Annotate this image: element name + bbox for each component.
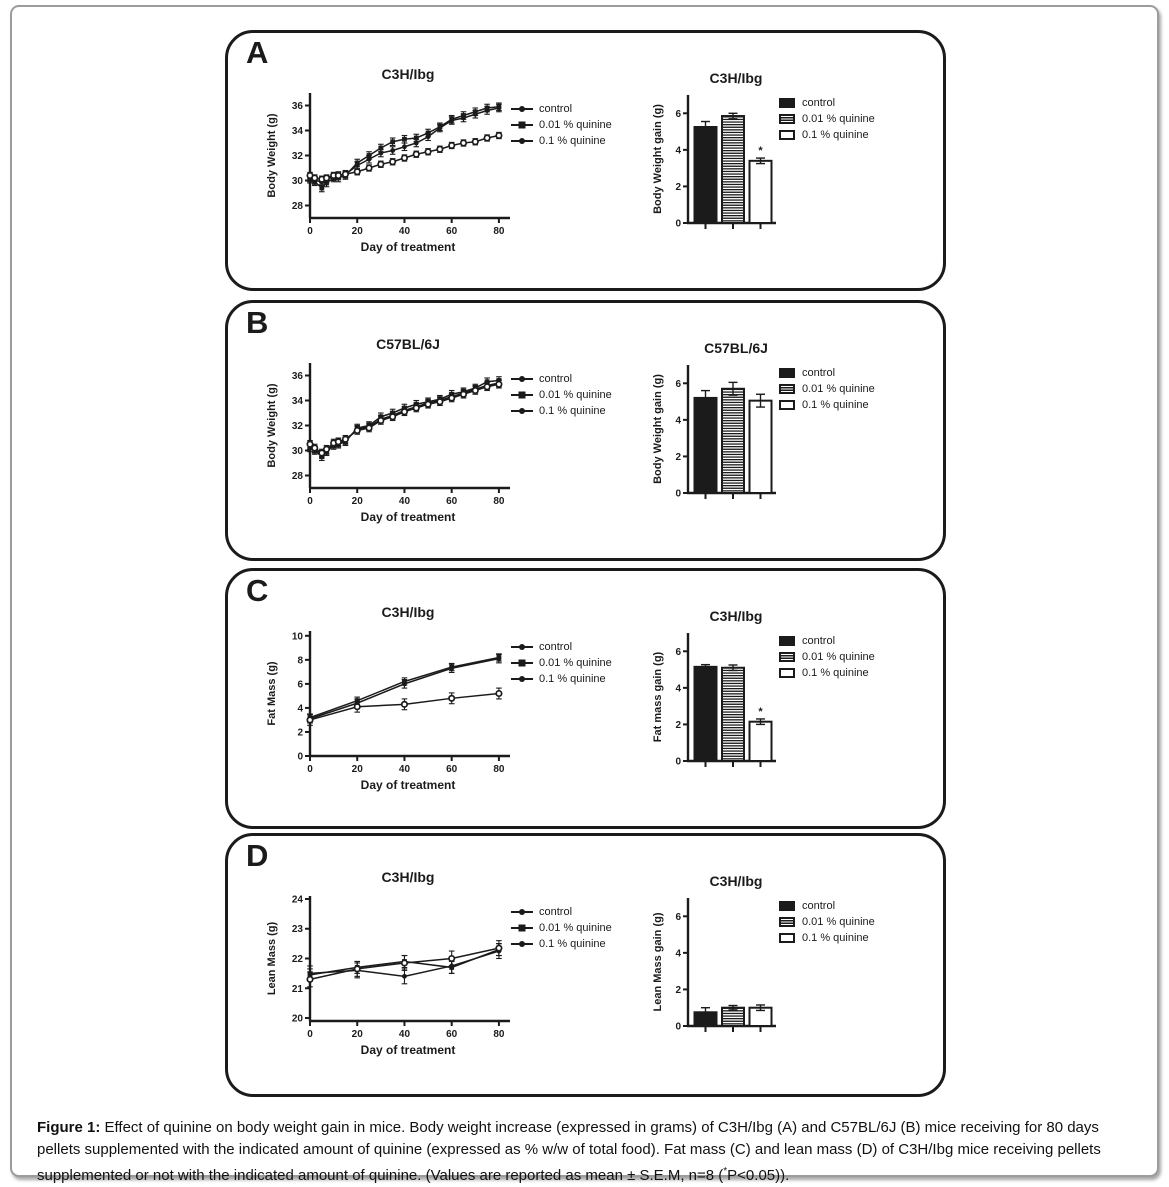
legend-swatch-open-icon xyxy=(779,668,795,678)
legend-label: 0.01 % quinine xyxy=(802,113,875,125)
bar-chart-title: C57BL/6J xyxy=(704,340,768,356)
line-chart-legend xyxy=(511,371,612,419)
svg-text:0: 0 xyxy=(307,1029,313,1040)
svg-text:21: 21 xyxy=(291,983,303,995)
svg-text:Day of treatment: Day of treatment xyxy=(360,240,456,254)
legend-marker-square-icon xyxy=(511,923,533,933)
bar-chart-title: C3H/Ibg xyxy=(709,608,763,624)
legend-item-001-quinine xyxy=(511,655,612,671)
legend-item-control xyxy=(779,95,875,111)
body-weight-gain-bar-chart xyxy=(648,85,780,235)
legend-label: 0.1 % quinine xyxy=(802,932,869,944)
line-chart-legend xyxy=(511,904,612,952)
caption-body: Effect of quinine on body weight gain in mice. Body weight increase (expressed in grams) of C3H/Ibg (A) and C57BL/6J (B) mice receiving for 80 days pellets supplemented with the indicated amount of quinine (expressed as % w/w of total food). Fat mass (C) and lean mass (D) of C3H/Ibg mice receiving pellets supplemented or not with the indicated amount of quinine. (Values are reported as mean ± S.E.M, n=8 ( xyxy=(37,1119,1101,1184)
svg-text:Day of treatment: Day of treatment xyxy=(360,778,456,792)
svg-text:2: 2 xyxy=(675,984,681,996)
legend-swatch-solid-icon xyxy=(779,98,795,108)
panel-D xyxy=(225,833,946,1097)
legend-marker-square-icon xyxy=(511,390,533,400)
svg-text:6: 6 xyxy=(675,646,681,658)
legend-marker-circle-icon xyxy=(511,136,533,146)
svg-text:4: 4 xyxy=(675,415,681,427)
svg-text:32: 32 xyxy=(291,151,303,162)
svg-text:4: 4 xyxy=(675,145,681,157)
legend-swatch-open-icon xyxy=(779,933,795,943)
svg-text:36: 36 xyxy=(291,101,303,112)
svg-text:8: 8 xyxy=(297,655,303,667)
svg-text:Lean Mass (g): Lean Mass (g) xyxy=(266,921,278,996)
legend-item-001-quinine xyxy=(511,117,612,133)
svg-text:20: 20 xyxy=(351,764,363,775)
panel-label: D xyxy=(246,838,270,873)
legend-item-control xyxy=(779,633,875,649)
body-weight-gain-bar-chart xyxy=(648,355,780,505)
line-chart-title: C57BL/6J xyxy=(376,336,440,352)
svg-text:80: 80 xyxy=(493,496,505,507)
caption-label: Figure 1: xyxy=(37,1119,101,1136)
legend-item-control xyxy=(779,898,875,914)
svg-text:Fat Mass (g): Fat Mass (g) xyxy=(266,661,278,726)
svg-text:2: 2 xyxy=(675,719,681,731)
svg-text:80: 80 xyxy=(493,1029,505,1040)
line-chart-title: C3H/Ibg xyxy=(381,604,435,620)
svg-text:60: 60 xyxy=(446,1029,458,1040)
svg-text:0: 0 xyxy=(297,751,303,763)
legend-item-control xyxy=(511,904,612,920)
legend-label: control xyxy=(802,367,836,379)
svg-text:30: 30 xyxy=(291,176,303,187)
svg-text:6: 6 xyxy=(675,108,681,120)
lean-mass-gain-bar-chart xyxy=(648,888,780,1038)
svg-text:20: 20 xyxy=(291,1013,303,1025)
legend-label: 0.01 % quinine xyxy=(802,383,875,395)
legend-marker-square-icon xyxy=(511,658,533,668)
svg-text:0: 0 xyxy=(675,1021,681,1033)
svg-text:Day of treatment: Day of treatment xyxy=(360,510,456,524)
svg-text:4: 4 xyxy=(675,948,681,960)
legend-item-01-quinine xyxy=(511,403,612,419)
svg-text:6: 6 xyxy=(675,911,681,923)
svg-text:*: * xyxy=(758,145,763,158)
legend-item-control xyxy=(511,639,612,655)
caption-tail: P<0.05)). xyxy=(727,1167,790,1184)
legend-label: 0.01 % quinine xyxy=(539,119,612,131)
svg-text:2: 2 xyxy=(675,181,681,193)
svg-text:32: 32 xyxy=(291,421,303,432)
svg-text:4: 4 xyxy=(297,703,303,715)
legend-label: 0.1 % quinine xyxy=(539,673,606,685)
svg-text:Body Weight (g): Body Weight (g) xyxy=(266,113,278,198)
lean-mass-line-chart xyxy=(262,886,514,1056)
legend-swatch-striped-icon xyxy=(779,114,795,124)
legend-swatch-solid-icon xyxy=(779,368,795,378)
legend-swatch-striped-icon xyxy=(779,384,795,394)
line-chart-title: C3H/Ibg xyxy=(381,869,435,885)
panel-label: A xyxy=(246,35,270,70)
caption-significance-asterisk: * xyxy=(723,1166,728,1177)
svg-text:28: 28 xyxy=(291,201,303,212)
bar-chart-legend xyxy=(779,365,875,413)
svg-text:0: 0 xyxy=(307,496,313,507)
panel-label: C xyxy=(246,573,270,608)
bar-chart-legend xyxy=(779,95,875,143)
legend-item-001-quinine xyxy=(779,111,875,127)
svg-text:30: 30 xyxy=(291,446,303,457)
legend-swatch-solid-icon xyxy=(779,636,795,646)
legend-marker-circle-icon xyxy=(511,104,533,114)
legend-item-001-quinine xyxy=(779,914,875,930)
legend-swatch-striped-icon xyxy=(779,652,795,662)
svg-text:40: 40 xyxy=(398,226,411,237)
legend-label: 0.01 % quinine xyxy=(802,651,875,663)
legend-label: control xyxy=(802,635,836,647)
svg-text:Body Weight gain (g): Body Weight gain (g) xyxy=(652,104,664,214)
svg-text:0: 0 xyxy=(307,226,313,237)
svg-text:80: 80 xyxy=(493,226,505,237)
svg-text:36: 36 xyxy=(291,371,303,382)
legend-label: control xyxy=(539,906,573,918)
legend-label: 0.1 % quinine xyxy=(802,667,869,679)
svg-text:40: 40 xyxy=(398,764,411,775)
svg-text:20: 20 xyxy=(351,226,363,237)
line-chart-legend xyxy=(511,101,612,149)
legend-item-01-quinine xyxy=(511,671,612,687)
legend-swatch-open-icon xyxy=(779,130,795,140)
legend-item-01-quinine xyxy=(779,930,875,946)
svg-text:*: * xyxy=(758,705,763,718)
legend-item-01-quinine xyxy=(779,665,875,681)
svg-text:10: 10 xyxy=(291,631,303,643)
svg-text:Body Weight gain (g): Body Weight gain (g) xyxy=(652,374,664,484)
svg-text:23: 23 xyxy=(291,924,303,936)
legend-label: control xyxy=(802,97,836,109)
legend-swatch-solid-icon xyxy=(779,901,795,911)
svg-text:24: 24 xyxy=(291,894,303,906)
svg-text:0: 0 xyxy=(307,764,313,775)
legend-label: control xyxy=(802,900,836,912)
svg-text:0: 0 xyxy=(675,488,681,500)
svg-text:60: 60 xyxy=(446,764,458,775)
svg-text:20: 20 xyxy=(351,496,363,507)
legend-label: 0.01 % quinine xyxy=(539,922,612,934)
svg-text:28: 28 xyxy=(291,471,303,482)
legend-marker-square-icon xyxy=(511,120,533,130)
panel-C xyxy=(225,568,946,829)
legend-label: control xyxy=(539,103,573,115)
svg-text:6: 6 xyxy=(297,679,303,691)
svg-text:60: 60 xyxy=(446,226,458,237)
svg-text:Day of treatment: Day of treatment xyxy=(360,1043,456,1057)
legend-marker-circle-icon xyxy=(511,907,533,917)
bar-chart-legend xyxy=(779,898,875,946)
legend-item-001-quinine xyxy=(511,387,612,403)
svg-text:2: 2 xyxy=(675,451,681,463)
legend-label: 0.1 % quinine xyxy=(539,405,606,417)
svg-text:4: 4 xyxy=(675,683,681,695)
legend-item-control xyxy=(511,371,612,387)
legend-item-001-quinine xyxy=(779,649,875,665)
legend-marker-circle-icon xyxy=(511,642,533,652)
svg-text:34: 34 xyxy=(291,396,303,407)
panel-B xyxy=(225,300,946,561)
legend-label: 0.01 % quinine xyxy=(802,916,875,928)
legend-item-001-quinine xyxy=(779,381,875,397)
legend-item-control xyxy=(779,365,875,381)
fat-mass-gain-bar-chart xyxy=(648,623,780,773)
svg-text:20: 20 xyxy=(351,1029,363,1040)
bar-chart-title: C3H/Ibg xyxy=(709,70,763,86)
svg-text:6: 6 xyxy=(675,378,681,390)
legend-item-01-quinine xyxy=(779,397,875,413)
svg-text:40: 40 xyxy=(398,1029,411,1040)
panel-label: B xyxy=(246,305,270,340)
svg-text:22: 22 xyxy=(291,954,303,965)
svg-text:Fat mass gain (g): Fat mass gain (g) xyxy=(652,651,664,743)
legend-item-01-quinine xyxy=(511,936,612,952)
legend-label: 0.1 % quinine xyxy=(539,938,606,950)
legend-item-01-quinine xyxy=(779,127,875,143)
svg-text:40: 40 xyxy=(398,496,411,507)
legend-label: 0.1 % quinine xyxy=(802,129,869,141)
svg-text:Lean Mass gain (g): Lean Mass gain (g) xyxy=(652,912,664,1012)
legend-label: control xyxy=(539,373,573,385)
legend-label: 0.1 % quinine xyxy=(802,399,869,411)
line-chart-legend xyxy=(511,639,612,687)
legend-label: 0.1 % quinine xyxy=(539,135,606,147)
legend-item-001-quinine xyxy=(511,920,612,936)
bar-chart-title: C3H/Ibg xyxy=(709,873,763,889)
legend-marker-circle-icon xyxy=(511,939,533,949)
svg-text:0: 0 xyxy=(675,218,681,230)
legend-label: 0.01 % quinine xyxy=(539,389,612,401)
svg-text:80: 80 xyxy=(493,764,505,775)
legend-swatch-striped-icon xyxy=(779,917,795,927)
panel-A xyxy=(225,30,946,291)
body-weight-line-chart xyxy=(262,83,514,253)
fat-mass-line-chart xyxy=(262,621,514,791)
svg-text:2: 2 xyxy=(297,727,303,739)
line-chart-title: C3H/Ibg xyxy=(381,66,435,82)
body-weight-line-chart xyxy=(262,353,514,523)
legend-marker-circle-icon xyxy=(511,674,533,684)
svg-text:0: 0 xyxy=(675,756,681,768)
legend-marker-circle-icon xyxy=(511,374,533,384)
legend-swatch-open-icon xyxy=(779,400,795,410)
legend-marker-circle-icon xyxy=(511,406,533,416)
svg-text:Body Weight (g): Body Weight (g) xyxy=(266,383,278,468)
figure-caption xyxy=(37,1117,1137,1187)
bar-chart-legend xyxy=(779,633,875,681)
legend-item-control xyxy=(511,101,612,117)
svg-text:34: 34 xyxy=(291,126,303,137)
legend-label: control xyxy=(539,641,573,653)
legend-label: 0.01 % quinine xyxy=(539,657,612,669)
svg-text:60: 60 xyxy=(446,496,458,507)
legend-item-01-quinine xyxy=(511,133,612,149)
